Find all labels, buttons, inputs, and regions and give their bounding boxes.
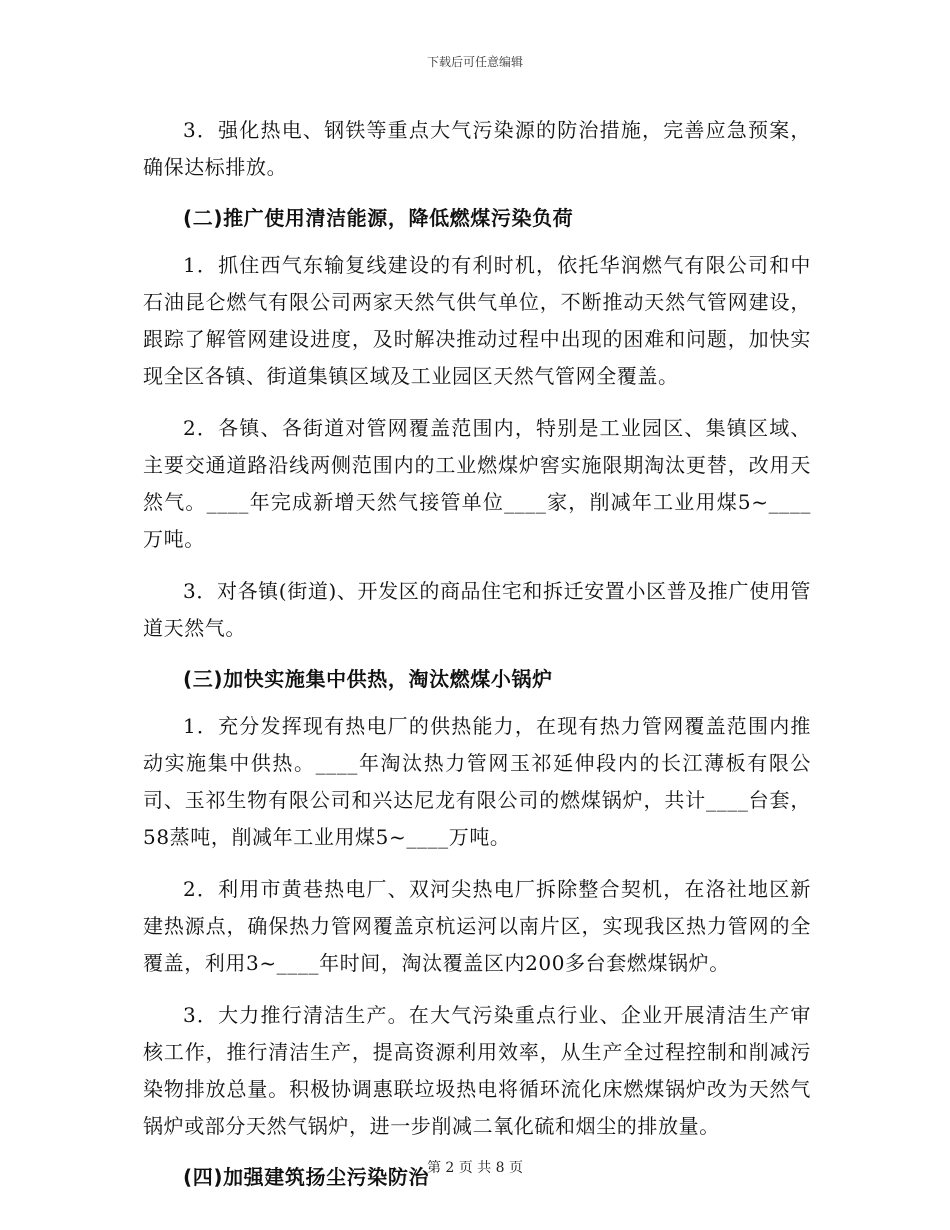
paragraph: 3．大力推行清洁生产。在大气污染重点行业、企业开展清洁生产审核工作，推行清洁生产，提高资源利用效率，从生产全过程控制和削减污染物排放总量。积极协调惠联垃圾热电将循环流化床燃煤锅炉改为天然气锅炉或部分天然气锅炉，进一步削减二氧化硫和烟尘的排放量。 [143, 1003, 811, 1138]
paragraph: 3．强化热电、钢铁等重点大气污染源的防治措施，完善应急预案，确保达标排放。 [143, 118, 811, 179]
section-heading: (四)加强建筑扬尘污染防治 [183, 1165, 430, 1189]
page-footer: 第 2 页 共 8 页 [426, 1160, 524, 1176]
paragraph: 1．充分发挥现有热电厂的供热能力，在现有热力管网覆盖范围内推动实施集中供热。____年淘汰热力管网玉祁延伸段内的长江薄板有限公司、玉祁生物有限公司和兴达尼龙有限公司的燃煤锅炉，共计____台套，58蒸吨，削减年工业用煤5~____万吨。 [143, 714, 811, 849]
document-body [143, 112, 811, 1206]
page-header: 下载后可任意编辑 [426, 55, 523, 69]
paragraph: 2．利用市黄巷热电厂、双河尖热电厂拆除整合契机，在洛社地区新建热源点，确保热力管网覆盖京杭运河以南片区，实现我区热力管网的全覆盖，利用3~____年时间，淘汰覆盖区内200多台套燃煤锅炉。 [143, 877, 811, 975]
paragraph: 2．各镇、各街道对管网覆盖范围内，特别是工业园区、集镇区域、主要交通道路沿线两侧范围内的工业燃煤炉窖实施限期淘汰更替，改用天然气。____年完成新增天然气接管单位____家，削减年工业用煤5~____万吨。 [143, 416, 811, 551]
section-heading: (三)加快实施集中供热，淘汰燃煤小锅炉 [183, 667, 553, 691]
paragraph: 1．抓住西气东输复线建设的有利时机，依托华润燃气有限公司和中石油昆仑燃气有限公司两家天然气供气单位，不断推动天然气管网建设，跟踪了解管网建设进度，及时解决推动过程中出现的困难和问题，加快实现全区各镇、街道集镇区域及工业园区天然气管网全覆盖。 [143, 253, 811, 388]
section-heading: (二)推广使用清洁能源，降低燃煤污染负荷 [183, 206, 574, 230]
paragraph: 3．对各镇(街道)、开发区的商品住宅和拆迁安置小区普及推广使用管道天然气。 [143, 579, 811, 640]
